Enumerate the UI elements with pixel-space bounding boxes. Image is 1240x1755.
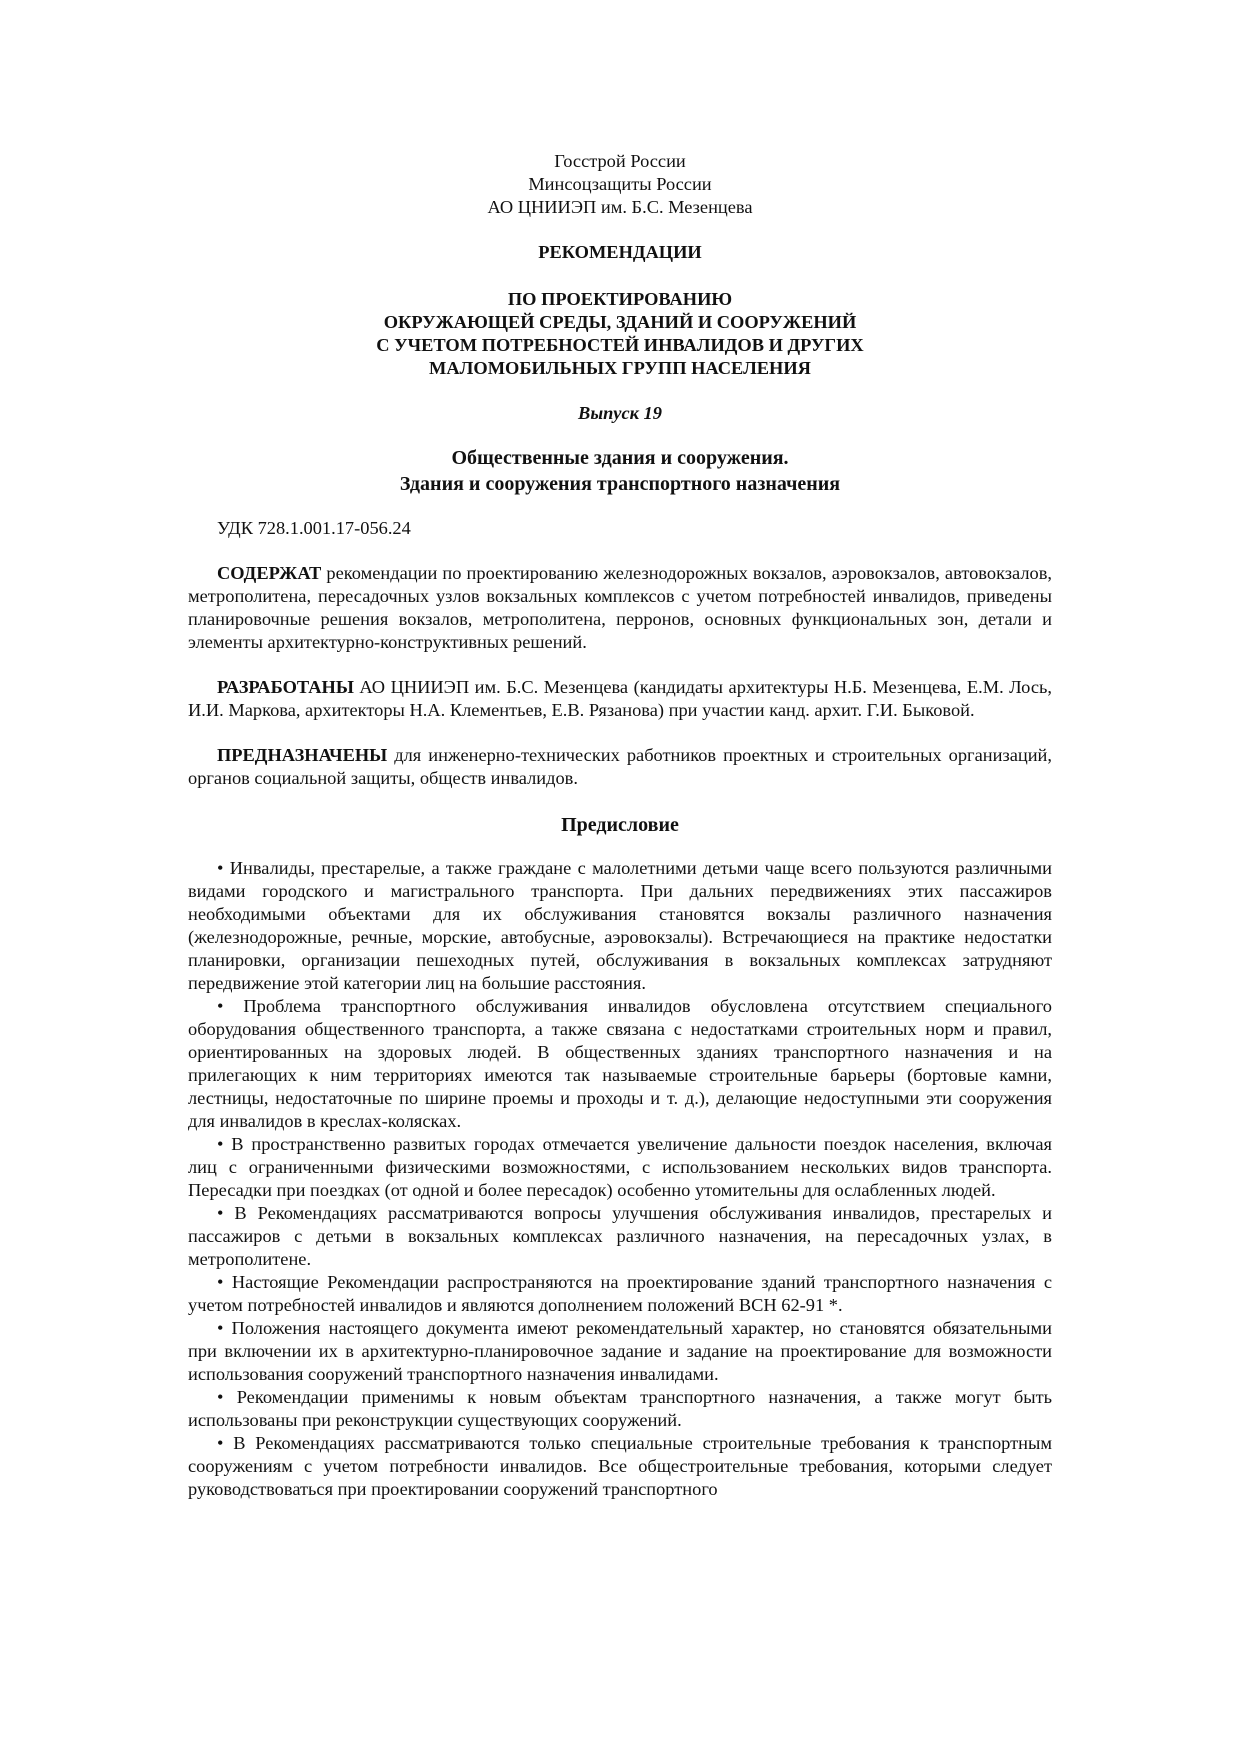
intended-paragraph — [188, 744, 1052, 790]
issue-number: Выпуск 19 — [578, 403, 662, 423]
preface-bullet: • В Рекомендациях рассматриваются вопросы улучшения обслуживания инвалидов, престарелых и пассажиров с детьми в вокзальных комплексах различного назначения, на пересадочных узлах, в метрополитене. — [188, 1203, 1052, 1269]
subtitle-line: С УЧЕТОМ ПОТРЕБНОСТЕЙ ИНВАЛИДОВ И ДРУГИХ — [376, 335, 864, 355]
document-subtitle — [188, 288, 1052, 380]
section-title-line: Общественные здания и сооружения. — [451, 447, 789, 469]
preface-bullet: • Настоящие Рекомендации распространяются на проектирование зданий транспортного назначения с учетом потребностей инвалидов и являются дополнением положений ВСН 62-91 *. — [188, 1272, 1052, 1315]
section-title-line: Здания и сооружения транспортного назначения — [399, 473, 841, 495]
developed-text: АО ЦНИИЭП им. Б.С. Мезенцева (кандидаты архитектуры Н.Б. Мезенцева, Е.М. Лось, И.И. Маркова, архитекторы Н.А. Клементьев, Е.В. Рязанова) при участии канд. архит. Г.И. Быковой. — [188, 677, 1052, 720]
preface-bullet: • Рекомендации применимы к новым объектам транспортного назначения, а также могут быть использованы при реконструкции существующих сооружений. — [188, 1387, 1052, 1430]
developed-paragraph — [188, 676, 1052, 722]
org-line: АО ЦНИИЭП им. Б.С. Мезенцева — [487, 197, 753, 217]
developed-lead: РАЗРАБОТАНЫ — [217, 677, 354, 697]
contents-lead: СОДЕРЖАТ — [217, 563, 322, 583]
preface-bullet: • Проблема транспортного обслуживания инвалидов обусловлена отсутствием специального оборудования общественного транспорта, а также связана с недостатками строительных норм и правил, ориентированных на здоровых людей. В общественных зданиях транспортного назначения и на прилегающих к ним территориях имеются так называемые строительные барьеры (бортовые камни, лестницы, недостаточные по ширине проемы и проходы и т. д.), делающие недоступными эти сооружения для инвалидов в креслах-колясках. — [188, 996, 1052, 1131]
document-page — [188, 150, 1052, 1501]
org-line: Минсоцзащиты России — [528, 174, 712, 194]
preface-bullet: • Инвалиды, престарелые, а также граждане с малолетними детьми чаще всего пользуются различными видами городского и магистрального транспорта. При дальних передвижениях этих пассажиров необходимыми объектами для их обслуживания становятся вокзалы различного назначения (железнодорожные, речные, морские, автобусные, аэровокзалы). Встречающиеся на практике недостатки планировки, организации пешеходных путей, обслуживания в вокзальных комплексах затрудняют передвижение этой категории лиц на большие расстояния. — [188, 858, 1052, 993]
intended-text: для инженерно-технических работников проектных и строительных организаций, органов социальной защиты, обществ инвалидов. — [188, 745, 1052, 788]
subtitle-line: ОКРУЖАЮЩЕЙ СРЕДЫ, ЗДАНИЙ И СООРУЖЕНИЙ — [383, 312, 857, 332]
preface-bullets — [188, 857, 1052, 1501]
org-line: Госстрой России — [554, 151, 686, 171]
issuing-organizations — [188, 150, 1052, 219]
preface-bullet: • Положения настоящего документа имеют рекомендательный характер, но становятся обязательными при включении их в архитектурно-планировочное задание и задание на проектирование для возможности использования сооружений транспортного назначения инвалидами. — [188, 1318, 1052, 1384]
document-title: РЕКОМЕНДАЦИИ — [538, 242, 702, 262]
subtitle-line: МАЛОМОБИЛЬНЫХ ГРУПП НАСЕЛЕНИЯ — [429, 358, 811, 378]
preface-bullet: • В пространственно развитых городах отмечается увеличение дальности поездок населения, включая лиц с ограниченными физическими возможностями, с использованием нескольких видов транспорта. Пересадки при поездках (от одной и более пересадок) особенно утомительны для ослабленных людей. — [188, 1134, 1052, 1200]
intended-lead: ПРЕДНАЗНАЧЕНЫ — [217, 745, 388, 765]
subtitle-line: ПО ПРОЕКТИРОВАНИЮ — [507, 289, 733, 309]
preface-title: Предисловие — [561, 814, 679, 836]
udk-code: УДК 728.1.001.17-056.24 — [217, 518, 411, 538]
contents-text: рекомендации по проектированию железнодорожных вокзалов, аэровокзалов, автовокзалов, метрополитена, пересадочных узлов вокзальных комплексов с учетом потребностей инвалидов, приведены планировочные решения вокзалов, метрополитена, перронов, основных функциональных зон, детали и элементы архитектурно-конструктивных решений. — [188, 563, 1052, 652]
section-title — [188, 445, 1052, 497]
preface-bullet: • В Рекомендациях рассматриваются только специальные строительные требования к транспортным сооружениям с учетом потребности инвалидов. Все общестроительные требования, которыми следует руководствоваться при проектировании сооружений транспортного — [188, 1433, 1052, 1499]
contents-paragraph — [188, 562, 1052, 654]
